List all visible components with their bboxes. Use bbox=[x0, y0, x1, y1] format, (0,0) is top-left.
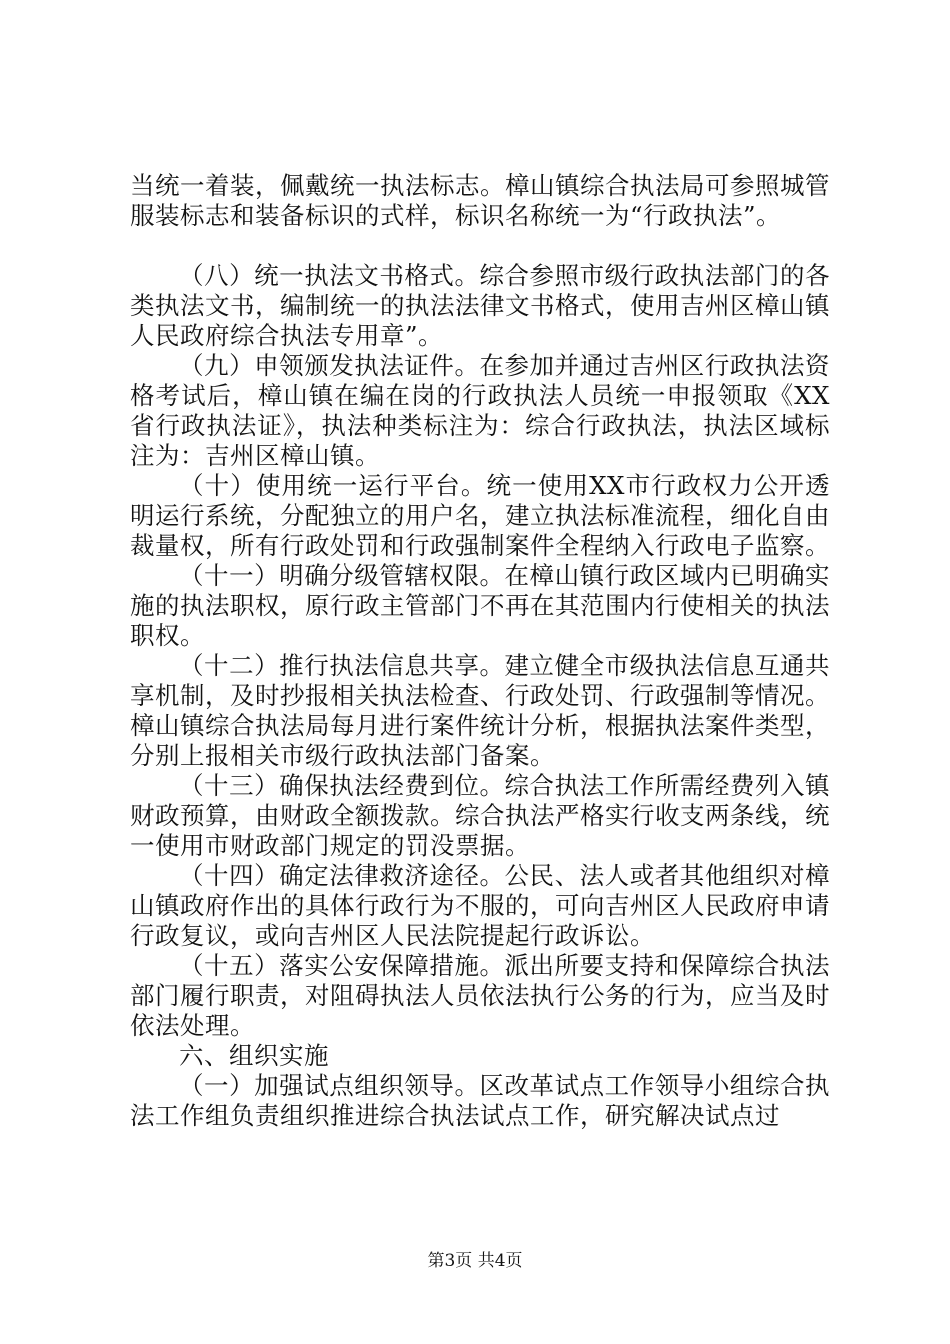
paragraph-item-8: （八）统一执法文书格式。综合参照市级行政执法部门的各类执法文书，编制统一的执法法律文书格式，使用吉州区樟山镇人民政府综合执法专用章”。 bbox=[130, 261, 830, 350]
paragraph-item-15: （十五）落实公安保障措施。派出所要支持和保障综合执法部门履行职责，对阻碍执法人员依法执行公务的行为，应当及时依法处理。 bbox=[130, 951, 830, 1040]
paragraph-item-9: （九）申领颁发执法证件。在参加并通过吉州区行政执法资格考试后，樟山镇在编在岗的行政执法人员统一申报领取《XX省行政执法证》，执法种类标注为：综合行政执法，执法区域标注为：吉州区樟山镇。 bbox=[130, 351, 830, 470]
page-number-footer: 第3页 共4页 bbox=[427, 1251, 523, 1271]
document-body bbox=[130, 171, 830, 1131]
paragraph-uniform-attire: 当统一着装，佩戴统一执法标志。樟山镇综合执法局可参照城管服装标志和装备标识的式样，标识名称统一为“行政执法”。 bbox=[130, 171, 830, 230]
paragraph-section-6-item-1: （一）加强试点组织领导。区改革试点工作领导小组综合执法工作组负责组织推进综合执法试点工作，研究解决试点过 bbox=[130, 1071, 830, 1130]
paragraph-item-11: （十一）明确分级管辖权限。在樟山镇行政区域内已明确实施的执法职权，原行政主管部门不再在其范围内行使相关的执法职权。 bbox=[130, 561, 830, 650]
paragraph-item-13: （十三）确保执法经费到位。综合执法工作所需经费列入镇财政预算，由财政全额拨款。综合执法严格实行收支两条线，统一使用市财政部门规定的罚没票据。 bbox=[130, 771, 830, 860]
section-heading-implementation: 六、组织实施 bbox=[179, 1041, 329, 1070]
paragraph-item-14: （十四）确定法律救济途径。公民、法人或者其他组织对樟山镇政府作出的具体行政行为不服的，可向吉州区人民政府申请行政复议，或向吉州区人民法院提起行政诉讼。 bbox=[130, 861, 830, 950]
paragraph-item-10: （十）使用统一运行平台。统一使用XX市行政权力公开透明运行系统，分配独立的用户名，建立执法标准流程，细化自由裁量权，所有行政处罚和行政强制案件全程纳入行政电子监察。 bbox=[130, 471, 830, 560]
paragraph-item-12: （十二）推行执法信息共享。建立健全市级执法信息互通共享机制，及时抄报相关执法检查、行政处罚、行政强制等情况。樟山镇综合执法局每月进行案件统计分析，根据执法案件类型，分别上报相关市级行政执法部门备案。 bbox=[130, 651, 830, 770]
